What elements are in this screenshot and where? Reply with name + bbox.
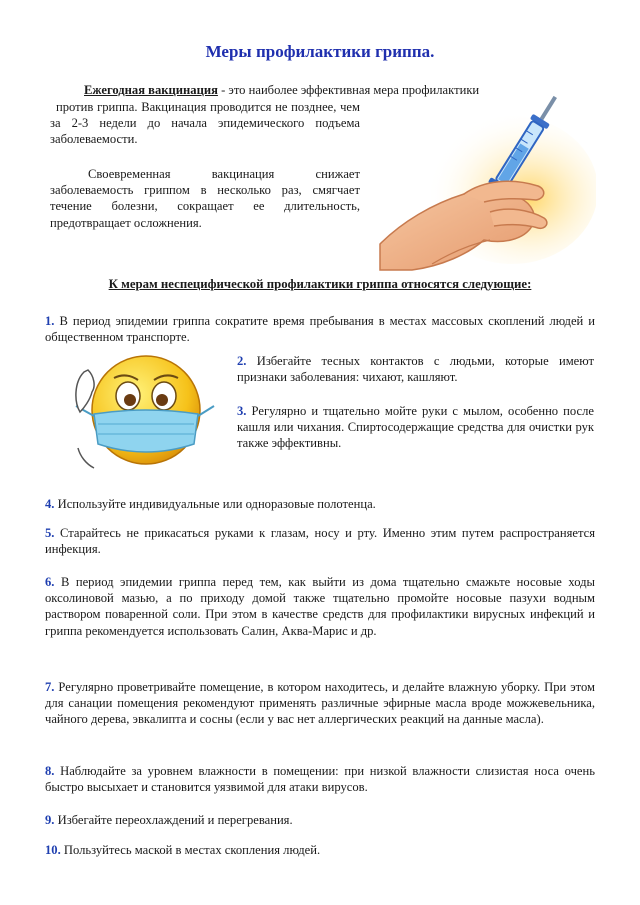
list-item-2 [237,353,594,385]
item-text: Пользуйтесь маской в местах скопления людей. [60,843,321,857]
page-title: Меры профилактики гриппа. [205,42,435,61]
item-text: Регулярно и тщательно мойте руки с мылом, особенно после кашля или чихания. Спиртосодержащие средства для очистки рук также эффективны. [237,404,594,451]
item-number: 1. [45,314,55,328]
list-item-7 [45,679,595,728]
list-item-5 [45,525,595,557]
intro-lead: Ежегодная вакцинация [84,83,218,97]
syringe-hand-illustration [372,94,596,272]
item-text: Избегайте тесных контактов с людьми, которые имеют признаки заболевания: чихают, кашляют. [237,354,594,385]
masked-emoticon-illustration [66,352,216,470]
item-text: В период эпидемии гриппа сократите время пребывания в местах массовых скоплений людей и общественном транспорте. [45,314,595,345]
intro-rest: против гриппа. Вакцинация проводится не позднее, чем за 2-3 недели до начала эпидемического подъема заболеваемости. [50,100,360,147]
intro-line-1-text: - это наиболее эффективная мера профилактики [217,83,480,97]
list-item-3 [237,403,594,452]
list-item-1 [45,313,595,345]
item-text: Избегайте переохлаждений и перегревания. [54,813,293,827]
intro-para-2: Своевременная вакцинация снижает заболеваемость гриппом в несколько раз, смягчает течение болезни, сокращает ее длительность, предотвращает осложнения. [50,167,360,230]
item-number: 6. [45,575,55,589]
list-item-9 [45,812,595,828]
sick-face-icon [76,356,214,468]
item-number: 3. [237,404,247,418]
section-heading: К мерам неспецифической профилактики гриппа относятся следующие: [108,277,532,291]
item-text: В период эпидемии гриппа перед тем, как выйти из дома тщательно смажьте носовые ходы оксолиновой мазью, а по приходу домой также тщательно промойте носовые пазухи водным раствором поваренной соли. При этом в качестве средств для профилактики вирусных инфекций и гриппа рекомендуется использовать Салин, Аква-Марис и др. [45,575,595,638]
item-number: 8. [45,764,55,778]
item-number: 5. [45,526,55,540]
item-number: 4. [45,497,55,511]
item-number: 10. [45,843,61,857]
item-text: Регулярно проветривайте помещение, в котором находитесь, и делайте влажную уборку. При этом для санации помещения рекомендуют применять различные эфирные масла вроде можжевельника, чайного дерева, эвкалипта и сосны (если у вас нет аллергических реакций на данные масла). [45,680,595,727]
list-item-8 [45,763,595,795]
list-item-6 [45,574,595,639]
item-text: Старайтесь не прикасаться руками к глазам, носу и рту. Именно этим путем распространяется инфекция. [45,526,595,557]
item-text: Используйте индивидуальные или одноразовые полотенца. [54,497,376,511]
item-text: Наблюдайте за уровнем влажности в помещении: при низкой влажности слизистая носа очень быстро высыхает и становится уязвимой для атаки вирусов. [45,764,595,795]
item-number: 9. [45,813,55,827]
list-item-10 [45,842,595,858]
list-item-4 [45,496,595,512]
item-number: 7. [45,680,55,694]
item-number: 2. [237,354,247,368]
